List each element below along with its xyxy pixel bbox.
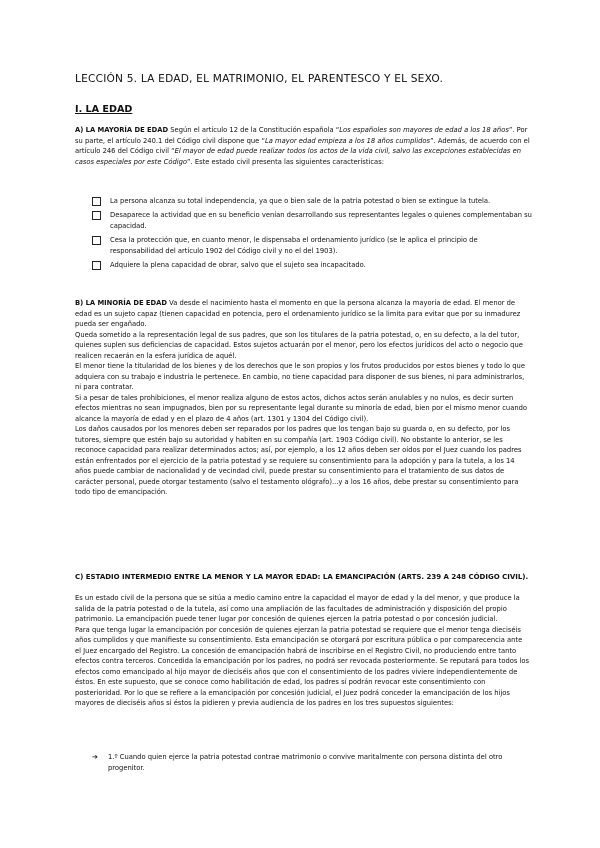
checklist-item	[92, 210, 532, 232]
characteristics-checklist	[92, 196, 532, 274]
checklist-item	[92, 260, 532, 271]
lesson-title: LECCIÓN 5. LA EDAD, EL MATRIMONIO, EL PARENTESCO Y EL SEXO.	[75, 73, 444, 85]
section-c-block	[75, 593, 530, 709]
checklist-item-text: Adquiere la plena capacidad de obrar, salvo que el sujeto sea incapacitado.	[110, 261, 366, 269]
section-b-paragraph-3: El menor tiene la titularidad de los bienes y de los derechos que le son propios y los frutos producidos por estos bienes y todo lo que adquiera con su trabajo e industria le pertenece. En cambio, no tiene capacidad para disponer de sus bienes, ni para administrarlos, ni para contratar.	[75, 362, 525, 391]
section-b-block	[75, 298, 530, 498]
checkbox-icon	[92, 261, 101, 270]
section-b-label: B) LA MINORÍA DE EDAD	[75, 299, 167, 307]
section-a-text-3: ”. Además, de acuerdo con el artículo 246 del Código civil “	[75, 136, 530, 155]
arrow-right-icon: ➔	[92, 753, 98, 761]
section-b-paragraph-2: Queda sometido a la representación legal de sus padres, que son los titulares de la patria potestad, o, en su defecto, a la del tutor, quienes suplen sus deficiencias de capacidad. Estos sujetos actuarán por el menor, pero los efectos jurídicos del acto o negocio que realicen recaerán en la esfera jurídica de aquél.	[75, 330, 523, 360]
section-c-paragraph-1: Es un estado civil de la persona que se sitúa a medio camino entre la capacidad el mayor de edad y la del menor, y que produce la salida de la patria potestad o de la tutela, así como una ampliación de las facultades de administración y disposición del propio patrimonio. La emancipación puede tener lugar por concesión de quienes ejercen la patria potestad o por concesión judicial.	[75, 594, 520, 623]
checklist-item	[92, 196, 532, 207]
section-a-quote-2: La mayor edad empieza a los 18 años cumplidos	[264, 136, 431, 145]
section-a-quote-1: Los españoles son mayores de edad a los 18 años	[339, 126, 509, 134]
section-a-quote-3: El mayor de edad puede realizar todos los actos de la vida civil, salvo las excepciones establecidas en casos especiales por este Código	[75, 147, 522, 166]
checklist-item-text: Cesa la protección que, en cuanto menor, le dispensaba el ordenamiento jurídico (se le aplica el principio de responsabilidad del artículo 1902 del Código civil y no el del 1903).	[110, 236, 478, 255]
section-heading: I. LA EDAD	[75, 104, 133, 115]
section-b-paragraph-1	[75, 298, 530, 330]
checkbox-icon	[92, 197, 101, 206]
section-a-text-2: ”. Por su parte, el artículo 240.1 del Código civil dispone que “	[75, 126, 528, 145]
section-a-label: A) LA MAYORÍA DE EDAD	[75, 126, 169, 134]
list-item	[92, 752, 522, 773]
checkbox-icon	[92, 236, 101, 245]
list-item-text: 1.º Cuando quien ejerce la patria potestad contrae matrimonio o convive maritalmente con persona distinta del otro progenitor.	[108, 753, 503, 772]
judicial-cases-list	[92, 752, 522, 773]
checklist-item-text: La persona alcanza su total independencia, ya que o bien sale de la patria potestad o bien se extingue la tutela.	[110, 197, 491, 205]
section-a-text-1: Según el artículo 12 de la Constitución española “	[168, 126, 340, 134]
section-b-paragraph-4: Si a pesar de tales prohibiciones, el menor realiza alguno de estos actos, dichos actos serán anulables y no nulos, es decir surten efectos mientras no sean impugnados, bien por su representante legal durante su minoría de edad, bien por el mismo menor cuando alcance la mayoría de edad y en el plazo de 4 años (art. 1301 y 1304 del Código civil).	[75, 393, 528, 423]
section-c-heading: C) ESTADIO INTERMEDIO ENTRE LA MENOR Y LA MAYOR EDAD: LA EMANCIPACIÓN (ARTS. 239 A 248 CÓDIGO CIVIL).	[75, 573, 529, 581]
section-c-paragraph-2: Para que tenga lugar la emancipación por concesión de quienes ejerzan la patria potestad se requiere que el menor tenga dieciséis años cumplidos y que manifieste su consentimiento. Esta emancipación se otorgará por escritura pública o por comparecencia ante el Juez encargado del Registro. La concesión de emancipación habrá de inscribirse en el Registro Civil, no produciendo entre tanto efectos contra terceros. Concedida la emancipación por los padres, no podrá ser revocada posteriormente. Se reputará para todos los efectos como emancipado al hijo mayor de dieciséis años que con el consentimiento de los padres viviere independientemente de éstos. En este supuesto, que se conoce como habilitación de edad, los padres sí podrán revocar este consentimiento con posterioridad. Por lo que se refiere a la emancipación por concesión judicial, el Juez podrá conceder la emancipación de los hijos mayores de dieciséis años si éstos la pidieren y previa audiencia de los padres en los tres supuestos siguientes:	[75, 625, 530, 707]
checklist-item-text: Desaparece la actividad que en su beneficio venían desarrollando sus representantes legales o quienes complementaban su capacidad.	[110, 211, 532, 230]
checklist-item	[92, 235, 532, 257]
checkbox-icon	[92, 211, 101, 220]
section-b-paragraph-5: Los daños causados por los menores deben ser reparados por los padres que los tengan bajo su guarda o, en su defecto, por los tutores, siempre que estén bajo su autoridad y habiten en su compañía (art. 1903 Código civil). No obstante lo anterior, se les reconoce capacidad para realizar determinados actos; así, por ejemplo, a los 12 años deben ser oídos por el Juez cuando los padres están enfrentados por el ejercicio de la patria potestad y se requiere su consentimiento para la adopción y para la tutela, a los 14 años puede cambiar de nacionalidad y de vecindad civil, puede prestar su consentimiento para el tratamiento de sus datos de carácter personal, puede otorgar testamento (salvo el testamento ológrafo)...y a los 16 años, debe prestar su consentimiento para todo tipo de emancipación.	[75, 425, 522, 496]
section-b-text-1: Va desde el nacimiento hasta el momento en que la persona alcanza la mayoría de edad. El menor de edad es un sujeto capaz (tienen capacidad en potencia, pero el ordenamiento jurídico se la limita para evitar que por su inmadurez pueda ser engañado.	[75, 299, 521, 328]
section-a-paragraph	[75, 125, 530, 167]
section-a-text-4: ”. Este estado civil presenta las siguientes características:	[187, 157, 384, 166]
